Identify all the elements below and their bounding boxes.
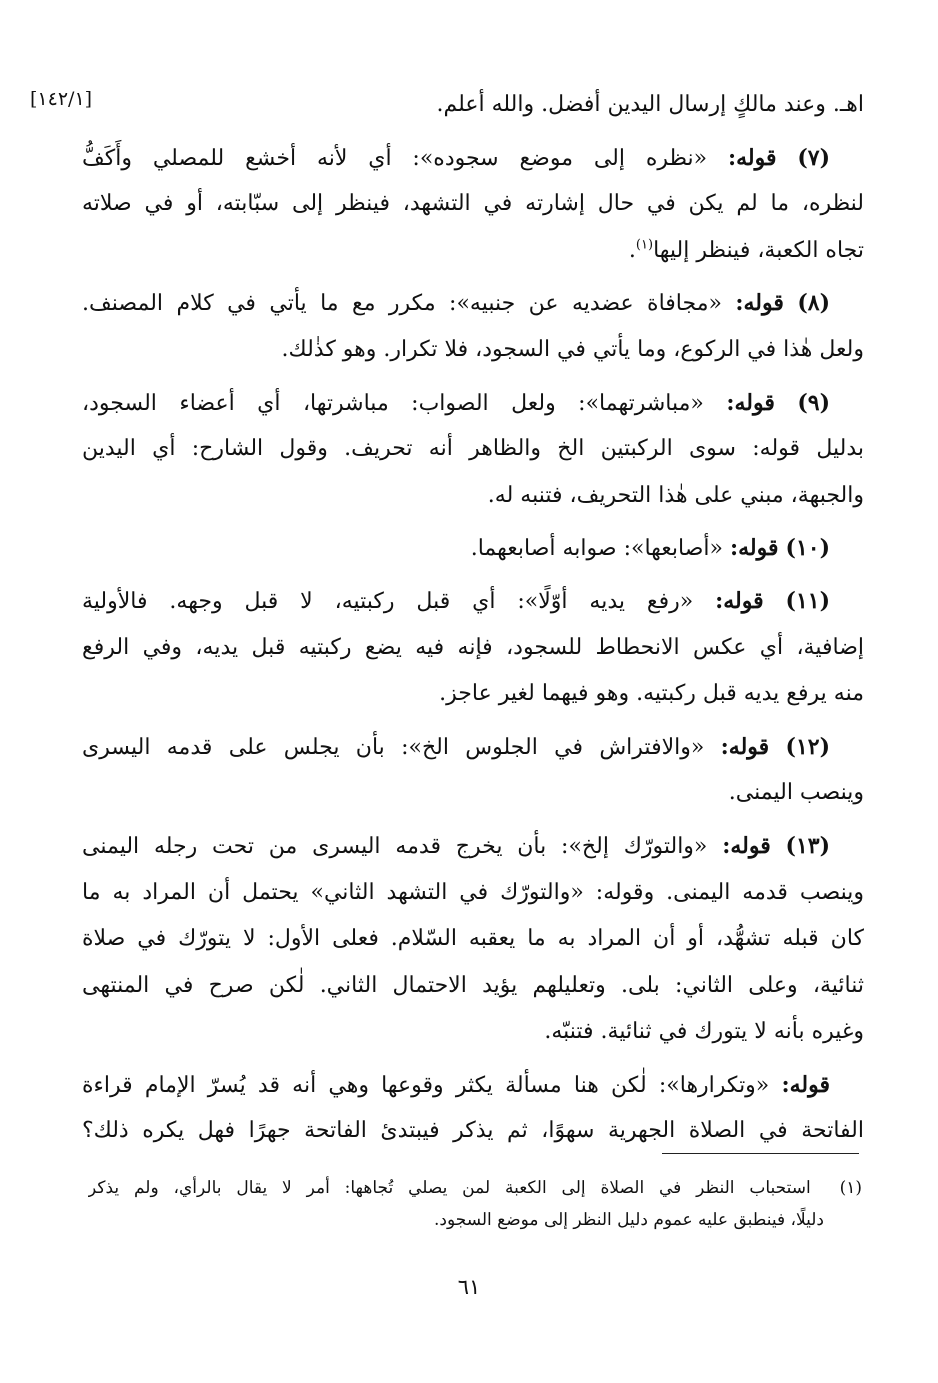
text-line bbox=[82, 724, 864, 771]
text-line bbox=[82, 135, 864, 182]
text-line: ثنائية، وعلى الثاني: بلى. وتعليلهم يؤيد الاحتمال الثاني. لٰكن صرح في المنتهى bbox=[82, 972, 864, 998]
paragraph-repetition bbox=[82, 1062, 864, 1155]
line-text: «أصابعها»: صوابه أصابعهما. bbox=[470, 536, 723, 562]
main-text bbox=[82, 82, 864, 1161]
text-line: لنظره، ما لم يكن في حال إشارته في التشهد، فينظر إلى سبّابته، أو في صلاته bbox=[82, 191, 864, 217]
text-line: منه يرفع يديه قبل ركبتيه. وهو فيهما لغير عاجز. bbox=[439, 681, 864, 707]
paragraph-number: (١١) bbox=[785, 587, 831, 614]
footnote bbox=[88, 1172, 862, 1236]
text-line: والجبهة، مبني على هٰذا التحريف، فتنبه له. bbox=[487, 482, 864, 508]
paragraph-8 bbox=[82, 280, 864, 373]
line-text: «والافتراش في الجلوس الخ»: بأن يجلس على قدمه اليسرى bbox=[82, 734, 705, 760]
text-line bbox=[82, 280, 864, 327]
footnote-text: استحباب النظر في الصلاة إلى الكعبة لمن يصلي تُجاهها: أمر لا يقال بالرأي، ولم يذكر bbox=[88, 1178, 811, 1198]
line-text: «وتكرارها»: لٰكن هنا مسألة يكثر وقوعها وهي أنه قد يُسرّ الإمام قراءة bbox=[82, 1072, 770, 1098]
line-text: «رفع يديه أوّلًا»: أي قبل ركبتيه، لا قبل وجهه. فالأولية bbox=[82, 588, 694, 614]
footnote-line bbox=[88, 1172, 862, 1204]
paragraph-keyword: قوله: bbox=[781, 1071, 830, 1098]
text-line: اهـ. وعند مالكٍ إرسال اليدين أفضل. والله أعلم. bbox=[436, 92, 864, 117]
paragraph-13 bbox=[82, 823, 864, 1056]
text-line: إضافية، أي عكس الانحطاط للسجود، فإنه فيه يضع ركبتيه قبل يديه، وفي الرفع bbox=[82, 634, 864, 660]
text-line: وينصب اليمنى. bbox=[728, 780, 864, 806]
paragraph-11 bbox=[82, 578, 864, 718]
paragraph-number: (٨) bbox=[797, 290, 831, 317]
paragraph-number: (٩) bbox=[797, 389, 830, 416]
footnote-number: (١) bbox=[839, 1178, 862, 1198]
text-line: بدليل قوله: سوى الركبتين الخ والظاهر أنه تحريف. وقول الشارح: أي اليدين bbox=[82, 436, 864, 462]
footnote-reference[interactable]: (١) bbox=[635, 237, 654, 253]
text-line bbox=[82, 525, 864, 572]
paragraph-keyword: قوله: bbox=[727, 144, 777, 171]
text-line: كان قبله تشهُّد، أو أن المراد به ما يعقبه السّلام. فعلى الأول: لا يتورّك في صلاة bbox=[82, 926, 864, 952]
page-number: ٦١ bbox=[457, 1275, 481, 1299]
paragraph-9 bbox=[82, 380, 864, 520]
paragraph-keyword: قوله: bbox=[715, 587, 764, 614]
text-line: وينصب قدمه اليمنى. وقوله: «والتورّك في التشهد الثاني» يحتمل أن المراد به ما bbox=[82, 879, 864, 905]
paragraph-keyword: قوله: bbox=[735, 290, 784, 317]
paragraph-number: (١٠) bbox=[785, 535, 830, 562]
text-line: تجاه الكعبة، فينظر إليها$^{(١)}$. bbox=[628, 237, 864, 263]
text-line: الفاتحة في الصلاة الجهرية سهوًا، ثم يذكر فيبتدئ الفاتحة جهرًا فهل يكره ذلك؟ bbox=[82, 1118, 864, 1144]
text-line: وغيره بأنه لا يتورك في ثنائية. فتنبّه. bbox=[544, 1019, 864, 1045]
line-text: «مجافاة عضديه عن جنبيه»: مكرر مع ما يأتي في كلام المصنف. bbox=[82, 291, 722, 317]
paragraph-keyword: قوله: bbox=[730, 535, 779, 562]
paragraph-10 bbox=[82, 525, 864, 572]
footnote-divider bbox=[662, 1153, 859, 1154]
page-reference-mark: [١٤٢/١] bbox=[30, 88, 93, 110]
text-line bbox=[82, 823, 864, 870]
line-text: «نظره إلى موضع سجوده»: أي لأنه أخشع للمصلي وأَكَفُّ bbox=[82, 145, 708, 171]
paragraph-number: (٧) bbox=[797, 144, 830, 171]
paragraph-intro bbox=[82, 82, 864, 129]
line-text: تجاه الكعبة، فينظر إليها bbox=[653, 237, 864, 263]
paragraph-keyword: قوله: bbox=[720, 733, 770, 760]
text-line bbox=[82, 1062, 864, 1109]
paragraph-number: (١٢) bbox=[785, 733, 830, 760]
text-line bbox=[82, 380, 864, 427]
paragraph-keyword: قوله: bbox=[722, 832, 771, 859]
line-text: «مباشرتهما»: ولعل الصواب: مباشرتها، أي أعضاء السجود، bbox=[82, 390, 704, 416]
line-text: «والتورّك إلخ»: بأن يخرج قدمه اليسرى من تحت رجله اليمنى bbox=[82, 833, 708, 859]
footnote-line: دليلًا، فينطبق عليه عموم دليل النظر إلى موضع السجود. bbox=[433, 1210, 824, 1230]
paragraph-12 bbox=[82, 724, 864, 817]
paragraph-keyword: قوله: bbox=[726, 389, 775, 416]
text-line bbox=[82, 578, 864, 625]
paragraph-number: (١٣) bbox=[785, 832, 831, 859]
paragraph-7 bbox=[82, 135, 864, 275]
text-line: ولعل هٰذا في الركوع، وما يأتي في السجود، فلا تكرار. وهو كذٰلك. bbox=[281, 336, 864, 362]
